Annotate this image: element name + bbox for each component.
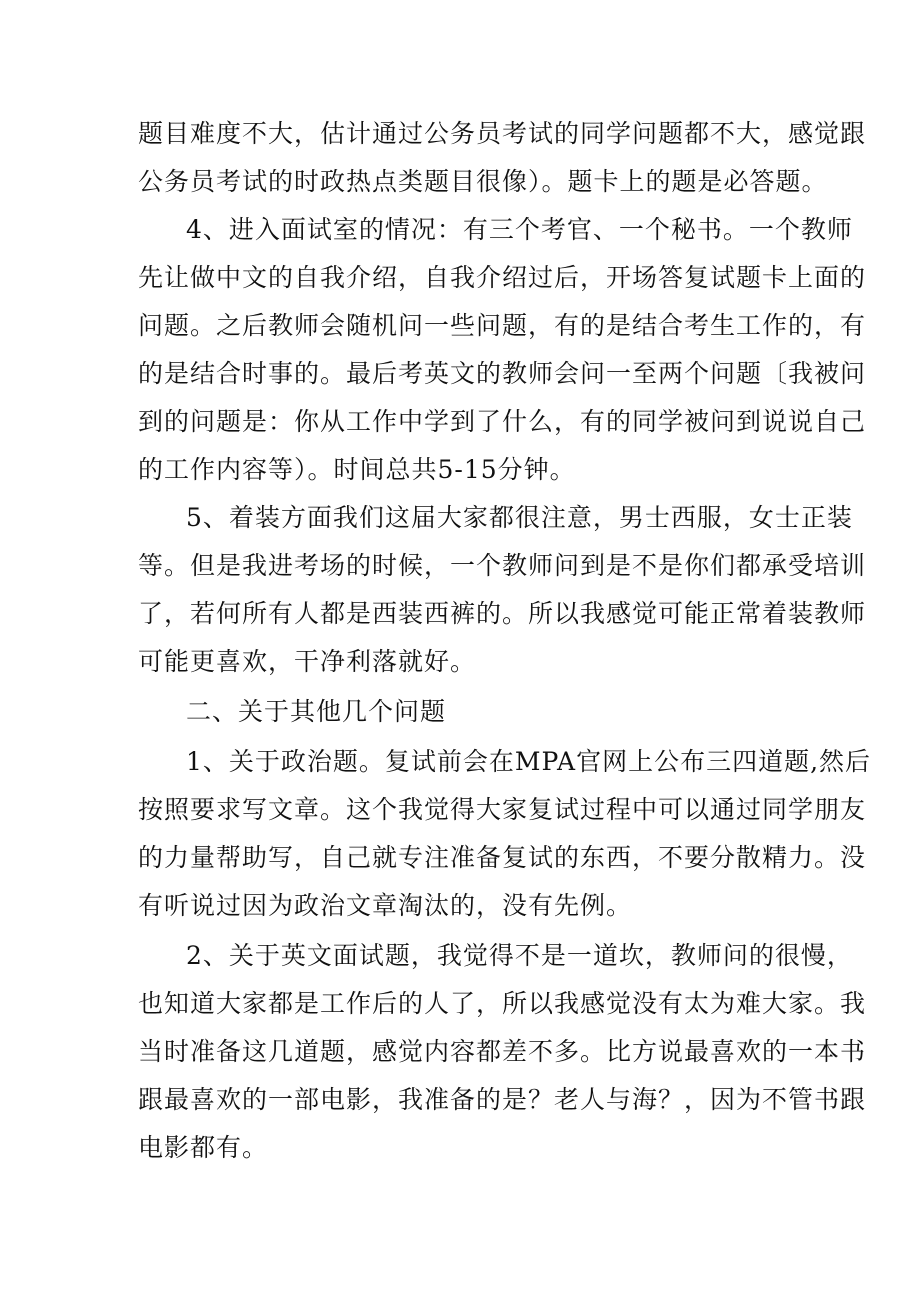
paragraph-1-start: 1、关于政治题。复试前会在MPA官网上公布三四道题,然后 — [186, 747, 872, 776]
line-text: 电影都有。 — [138, 1133, 269, 1162]
text-line-14 — [0, 738, 920, 786]
text-line-19 — [0, 980, 920, 1028]
line-text: 公务员考试的时政热点类题目很像）。题卡上的题是必答题。 — [138, 167, 828, 196]
line-text: 有听说过因为政治文章淘汰的，没有先例。 — [138, 891, 633, 920]
line-text: 的力量帮助写，自己就专注准备复试的东西，不要分散精力。没 — [138, 843, 867, 872]
line-text: 先让做中文的自我介绍，自我介绍过后，开场答复试题卡上面的 — [138, 263, 867, 292]
text-line-4 — [0, 254, 920, 302]
text-line-13 — [0, 688, 920, 736]
line-text: 可能更喜欢，干净利落就好。 — [138, 647, 477, 676]
text-line-17 — [0, 882, 920, 930]
line-text: 也知道大家都是工作后的人了，所以我感觉没有太为难大家。我 — [138, 989, 867, 1018]
text-line-16 — [0, 834, 920, 882]
text-line-20 — [0, 1028, 920, 1076]
text-line-21 — [0, 1076, 920, 1124]
section-heading: 二、关于其他几个问题 — [186, 697, 447, 726]
line-text: 等。但是我进考场的时候，一个教师问到是不是你们都承受培训 — [138, 551, 867, 580]
text-line-22 — [0, 1124, 920, 1172]
text-line-1 — [0, 110, 920, 158]
text-line-2 — [0, 158, 920, 206]
paragraph-5-start: 5、着装方面我们这届大家都很注意，男士西服，女士正装 — [186, 503, 853, 532]
text-line-3 — [0, 206, 920, 254]
line-text: 的工作内容等）。时间总共5-15分钟。 — [138, 455, 576, 484]
line-text: 当时准备这几道题，感觉内容都差不多。比方说最喜欢的一本书 — [138, 1037, 867, 1066]
line-text: 按照要求写文章。这个我觉得大家复试过程中可以通过同学朋友 — [138, 795, 867, 824]
line-text: 问题。之后教师会随机问一些问题，有的是结合考生工作的，有 — [138, 311, 867, 340]
line-text: 的是结合时事的。最后考英文的教师会问一至两个问题〔我被问 — [138, 359, 867, 388]
text-line-8 — [0, 446, 920, 494]
line-text: 了，若何所有人都是西装西裤的。所以我感觉可能正常着装教师 — [138, 599, 867, 628]
line-text: 跟最喜欢的一部电影，我准备的是？老人与海？，因为不管书跟 — [138, 1085, 867, 1114]
text-line-15 — [0, 786, 920, 834]
text-line-9 — [0, 494, 920, 542]
text-line-12 — [0, 638, 920, 686]
paragraph-2-start: 2、关于英文面试题，我觉得不是一道坎，教师问的很慢， — [186, 941, 853, 970]
text-line-11 — [0, 590, 920, 638]
line-text: 到的问题是：你从工作中学到了什么，有的同学被问到说说自己 — [138, 407, 867, 436]
line-text: 题目难度不大，估计通过公务员考试的同学问题都不大，感觉跟 — [138, 119, 867, 148]
text-line-7 — [0, 398, 920, 446]
text-line-18 — [0, 932, 920, 980]
text-line-6 — [0, 350, 920, 398]
text-line-5 — [0, 302, 920, 350]
paragraph-4-start: 4、进入面试室的情况：有三个考官、一个秘书。一个教师 — [186, 215, 853, 244]
text-line-10 — [0, 542, 920, 590]
